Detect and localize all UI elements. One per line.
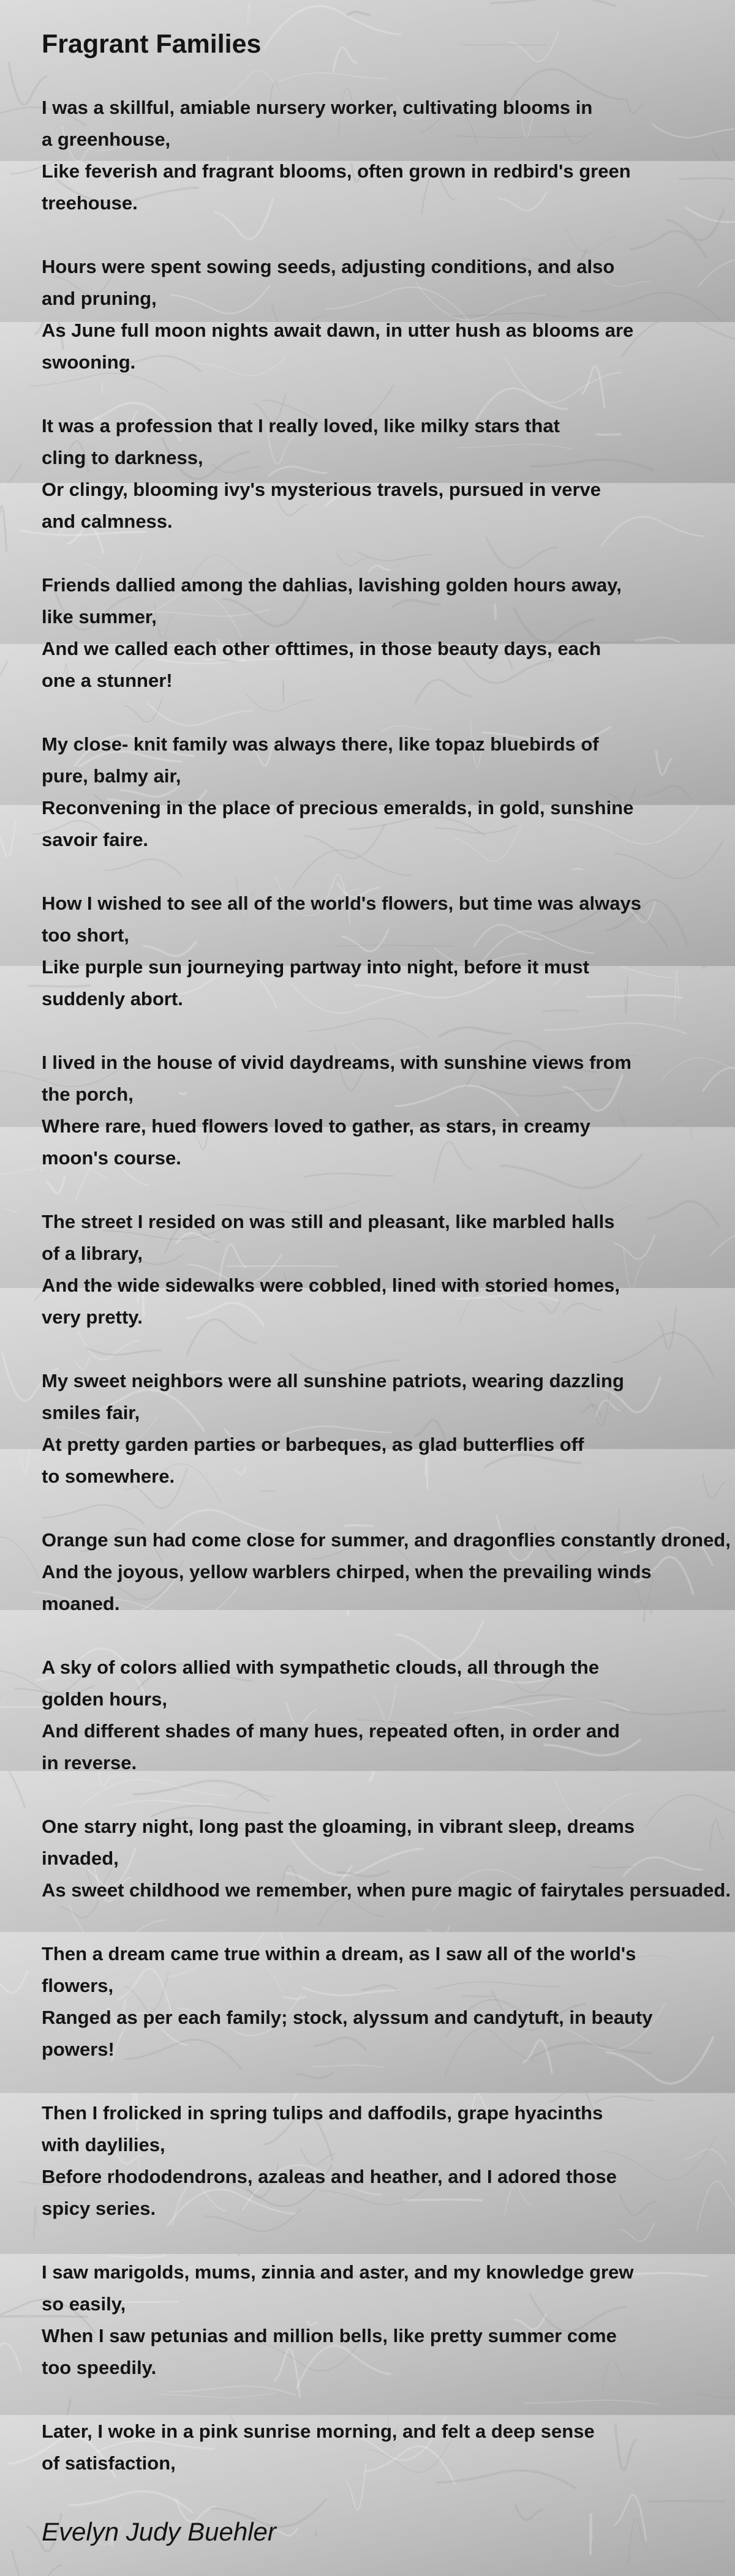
poem-line: As June full moon nights await dawn, in utter hush as blooms are	[42, 320, 634, 341]
poem-line: Then I frolicked in spring tulips and daffodils, grape hyacinths	[42, 2102, 603, 2124]
poem-line: At pretty garden parties or barbeques, as glad butterflies off	[42, 1434, 584, 1455]
stanza	[42, 251, 633, 378]
stanza	[42, 1811, 731, 1906]
poem-line: Where rare, hued flowers loved to gather, as stars, in creamy	[42, 1115, 590, 1137]
poem-line: suddenly abort.	[42, 988, 183, 1009]
poem-line: Ranged as per each family; stock, alyssum and candytuft, in beauty	[42, 2007, 653, 2028]
poem-line: cling to darkness,	[42, 447, 203, 468]
stanza	[42, 1047, 631, 1174]
poem-line: One starry night, long past the gloaming, in vibrant sleep, dreams	[42, 1816, 635, 1837]
poem-line: Hours were spent sowing seeds, adjusting conditions, and also	[42, 256, 615, 277]
poem-line: smiles fair,	[42, 1402, 140, 1423]
stanza	[42, 2416, 595, 2479]
poem-line: I lived in the house of vivid daydreams, with sunshine views from	[42, 1052, 631, 1073]
poem-line: It was a profession that I really loved, like milky stars that	[42, 415, 560, 436]
poem-line: swooning.	[42, 351, 136, 373]
poem-line: too speedily.	[42, 2357, 157, 2378]
poem-line: and calmness.	[42, 511, 173, 532]
stanza	[42, 2256, 633, 2384]
poem-line: with daylilies,	[42, 2134, 165, 2155]
poem-line: And the joyous, yellow warblers chirped, when the prevailing winds	[42, 1561, 652, 1582]
poem-line: And the wide sidewalks were cobbled, lined with storied homes,	[42, 1275, 620, 1296]
poem-line: one a stunner!	[42, 670, 173, 691]
poem-line: I saw marigolds, mums, zinnia and aster, and my knowledge grew	[42, 2261, 634, 2283]
stanza	[42, 92, 631, 219]
poem-line: A sky of colors allied with sympathetic clouds, all through the	[42, 1657, 600, 1678]
poem-line: Like purple sun journeying partway into night, before it must	[42, 956, 589, 978]
poem-line: And we called each other ofttimes, in those beauty days, each	[42, 638, 601, 659]
poem-line: I was a skillful, amiable nursery worker, cultivating blooms in	[42, 97, 593, 118]
stanza	[42, 1206, 620, 1333]
stanza	[42, 1652, 620, 1779]
poem-line: treehouse.	[42, 192, 138, 214]
stanza	[42, 1365, 624, 1492]
poem-line: pure, balmy air,	[42, 765, 181, 787]
poem-line: How I wished to see all of the world's flowers, but time was always	[42, 893, 641, 914]
poem-line: Before rhododendrons, azaleas and heather, and I adored those	[42, 2166, 617, 2187]
stanza	[42, 728, 633, 856]
poem-line: savoir faire.	[42, 829, 149, 850]
poem-line: to somewhere.	[42, 1466, 175, 1487]
poem-line: When I saw petunias and million bells, like pretty summer come	[42, 2325, 617, 2346]
poem-line: The street I resided on was still and pleasant, like marbled halls	[42, 1211, 615, 1232]
poem-line: so easily,	[42, 2293, 126, 2315]
poem-line: And different shades of many hues, repeated often, in order and	[42, 1720, 620, 1742]
poem-line: moaned.	[42, 1593, 120, 1614]
poem-line: spicy series.	[42, 2198, 156, 2219]
stanza	[42, 888, 641, 1015]
poem-line: very pretty.	[42, 1306, 143, 1328]
poem-line: flowers,	[42, 1975, 114, 1996]
stanza	[42, 2097, 617, 2225]
stanza	[42, 1938, 652, 2065]
poem-line: powers!	[42, 2039, 115, 2060]
poem-line: the porch,	[42, 1084, 134, 1105]
poem-line: Like feverish and fragrant blooms, often grown in redbird's green	[42, 160, 631, 182]
poem-line: Then a dream came true within a dream, as I saw all of the world's	[42, 1943, 636, 1964]
poem-line: Reconvening in the place of precious emeralds, in gold, sunshine	[42, 797, 634, 818]
poem-line: moon's course.	[42, 1147, 181, 1169]
poem-line: a greenhouse,	[42, 129, 171, 150]
poem-line: My close- knit family was always there, like topaz bluebirds of	[42, 733, 599, 755]
poem-line: Or clingy, blooming ivy's mysterious travels, pursued in verve	[42, 479, 601, 500]
stanza	[42, 1524, 731, 1620]
poem-line: My sweet neighbors were all sunshine patriots, wearing dazzling	[42, 1370, 624, 1391]
poem-line: like summer,	[42, 606, 157, 627]
poem-line: and pruning,	[42, 288, 157, 309]
stanza	[42, 410, 601, 537]
poem-title: Fragrant Families	[42, 29, 262, 59]
poem-line: in reverse.	[42, 1752, 137, 1773]
poem-line: Orange sun had come close for summer, and dragonflies constantly droned,	[42, 1529, 731, 1551]
poem-line: invaded,	[42, 1848, 119, 1869]
poem-author: Evelyn Judy Buehler	[42, 2517, 276, 2546]
poem-line: Friends dallied among the dahlias, lavishing golden hours away,	[42, 574, 622, 596]
poem-line: As sweet childhood we remember, when pure magic of fairytales persuaded.	[42, 1879, 731, 1901]
poem-line: Later, I woke in a pink sunrise morning, and felt a deep sense	[42, 2421, 595, 2442]
poem-line: of a library,	[42, 1243, 143, 1264]
stanza	[42, 569, 622, 697]
poem-line: of satisfaction,	[42, 2452, 176, 2474]
poem-line: too short,	[42, 924, 129, 946]
poem-line: golden hours,	[42, 1688, 167, 1710]
